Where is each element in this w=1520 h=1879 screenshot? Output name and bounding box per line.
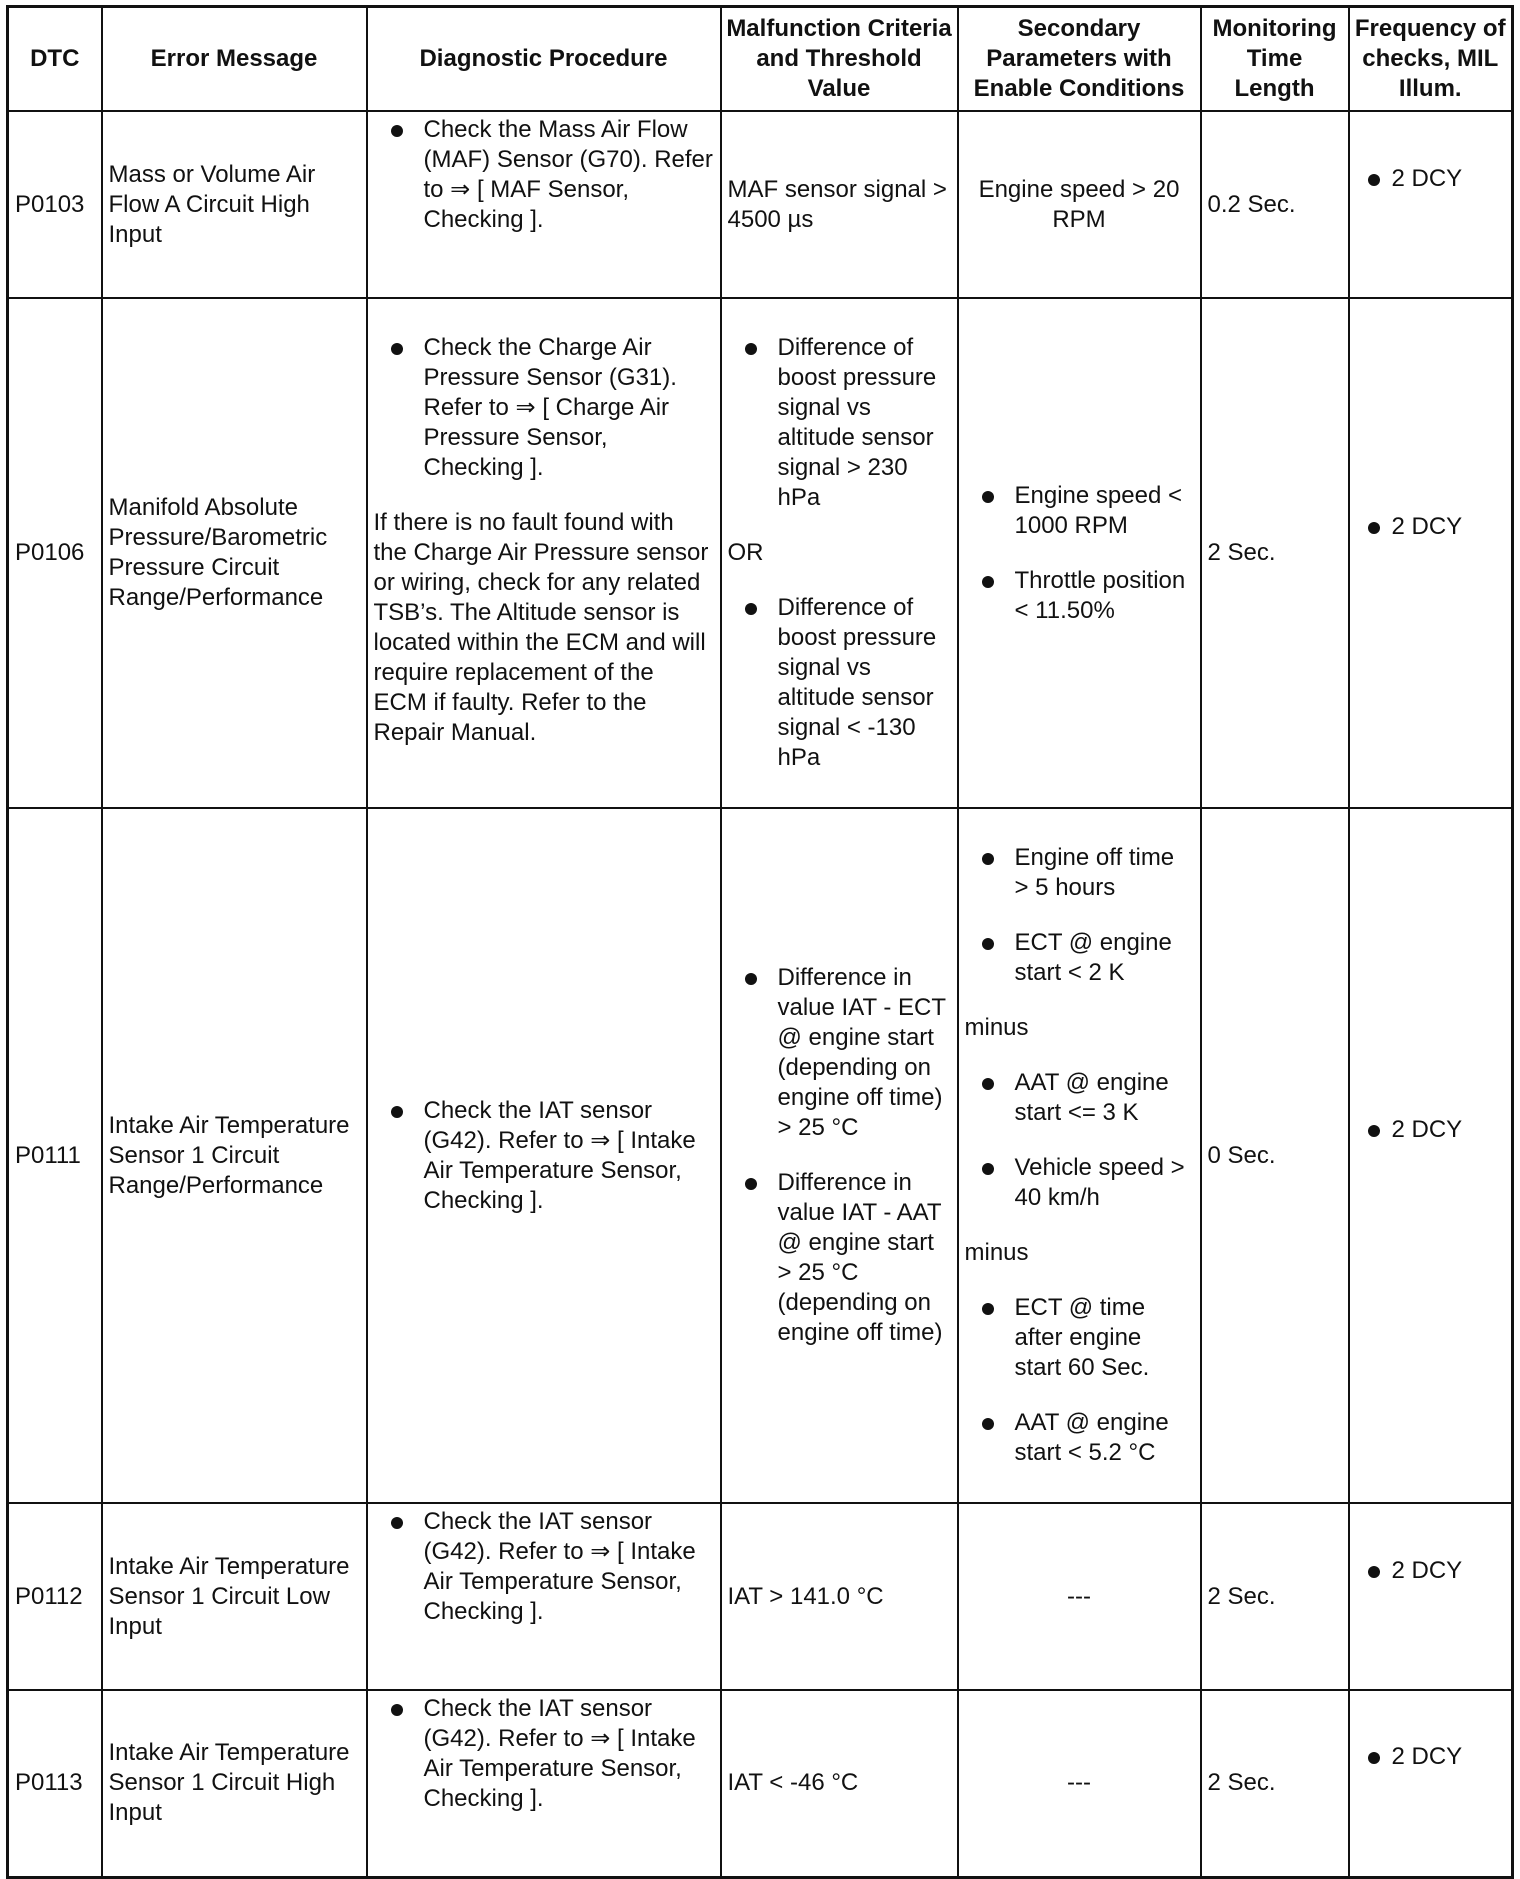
malfunction-criteria: MAF sensor signal > 4500 µs — [721, 111, 958, 298]
monitoring-time: 0.2 Sec. — [1201, 111, 1349, 298]
list-item: Vehicle speed > 40 km/h — [965, 1153, 1194, 1213]
diagnostic-procedure — [367, 1690, 721, 1877]
error-message: Intake Air Temperature Sensor 1 Circuit Range/Performance — [102, 808, 367, 1503]
table-row — [8, 111, 1513, 298]
bullet-icon — [982, 1418, 994, 1430]
error-message: Intake Air Temperature Sensor 1 Circuit Low Input — [102, 1503, 367, 1690]
bullet-icon — [745, 603, 757, 615]
procedure-list — [374, 1694, 714, 1814]
criteria-list — [728, 963, 951, 1348]
list-item: Check the IAT sensor (G42). Refer to ⇒ [ Intake Air Temperature Sensor, Checking ]. — [374, 1096, 714, 1216]
list-item: Check the IAT sensor (G42). Refer to ⇒ [ Intake Air Temperature Sensor, Checking ]. — [374, 1507, 714, 1627]
secondary-list — [965, 1293, 1194, 1468]
bullet-icon — [391, 125, 403, 137]
list-item: Check the Charge Air Pressure Sensor (G31). Refer to ⇒ [ Charge Air Pressure Sensor, Checking ]. — [374, 333, 714, 483]
list-item: Difference of boost pressure signal vs altitude sensor signal > 230 hPa — [728, 333, 951, 513]
diagnostic-procedure — [367, 298, 721, 808]
frequency-item: 2 DCY — [1356, 1556, 1463, 1586]
table-row — [8, 808, 1513, 1503]
bullet-icon — [745, 973, 757, 985]
criteria-or: OR — [727, 539, 764, 566]
bullet-icon — [745, 1178, 757, 1190]
frequency-item: 2 DCY — [1356, 512, 1463, 542]
list-item: Engine speed < 1000 RPM — [965, 481, 1194, 541]
bullet-icon — [391, 343, 403, 355]
secondary-minus: minus — [964, 1014, 1029, 1041]
bullet-icon — [982, 576, 994, 588]
list-item: AAT @ engine start <= 3 K — [965, 1068, 1194, 1128]
list-item: Difference of boost pressure signal vs altitude sensor signal < -130 hPa — [728, 593, 951, 773]
bullet-icon — [982, 1078, 994, 1090]
secondary-parameters: --- — [958, 1503, 1201, 1690]
list-item: ECT @ engine start < 2 K — [965, 928, 1194, 988]
frequency — [1349, 111, 1513, 298]
table-row — [8, 298, 1513, 808]
header-diagnostic-procedure: Diagnostic Procedure — [367, 7, 721, 112]
list-item: Throttle position < 11.50% — [965, 566, 1194, 626]
bullet-icon — [1368, 1566, 1380, 1578]
procedure-note: If there is no fault found with the Charge Air Pressure sensor or wiring, check for any related TSB’s. The Altitude sensor is located within the ECM and will require replacement of the ECM if faulty. Refer to the Repair Manual. — [373, 509, 709, 746]
diagnostic-procedure — [367, 808, 721, 1503]
malfunction-criteria — [721, 808, 958, 1503]
dtc-code: P0111 — [8, 808, 102, 1503]
frequency-item: 2 DCY — [1356, 1742, 1463, 1772]
bullet-icon — [1368, 522, 1380, 534]
secondary-list — [965, 481, 1194, 626]
dtc-code: P0112 — [8, 1503, 102, 1690]
table-row — [8, 1690, 1513, 1877]
list-item: AAT @ engine start < 5.2 °C — [965, 1408, 1194, 1468]
procedure-list — [374, 1507, 714, 1627]
header-error-message: Error Message — [102, 7, 367, 112]
secondary-list — [965, 1068, 1194, 1213]
bullet-icon — [391, 1704, 403, 1716]
bullet-icon — [982, 491, 994, 503]
frequency — [1349, 1690, 1513, 1877]
secondary-list — [965, 843, 1194, 988]
list-item: Check the Mass Air Flow (MAF) Sensor (G70). Refer to ⇒ [ MAF Sensor, Checking ]. — [374, 115, 714, 235]
header-frequency: Frequency of checks, MIL Illum. — [1349, 7, 1513, 112]
list-item: ECT @ time after engine start 60 Sec. — [965, 1293, 1194, 1383]
error-message: Mass or Volume Air Flow A Circuit High Input — [102, 111, 367, 298]
secondary-parameters: Engine speed > 20 RPM — [958, 111, 1201, 298]
header-row — [8, 7, 1513, 112]
bullet-icon — [982, 853, 994, 865]
diagnostic-procedure — [367, 1503, 721, 1690]
bullet-icon — [391, 1517, 403, 1529]
criteria-list — [728, 333, 951, 513]
list-item: Difference in value IAT - AAT @ engine start > 25 °C (depending on engine off time) — [728, 1168, 951, 1348]
table-row — [8, 1503, 1513, 1690]
malfunction-criteria: IAT < -46 °C — [721, 1690, 958, 1877]
procedure-list — [374, 115, 714, 235]
bullet-icon — [982, 938, 994, 950]
dtc-code: P0106 — [8, 298, 102, 808]
error-message: Manifold Absolute Pressure/Barometric Pressure Circuit Range/Performance — [102, 298, 367, 808]
bullet-icon — [745, 343, 757, 355]
dtc-code: P0103 — [8, 111, 102, 298]
secondary-minus: minus — [964, 1239, 1029, 1266]
document-page — [6, 5, 1514, 1879]
header-secondary-parameters: Secondary Parameters with Enable Conditions — [958, 7, 1201, 112]
malfunction-criteria — [721, 298, 958, 808]
bullet-icon — [1368, 1752, 1380, 1764]
dtc-code: P0113 — [8, 1690, 102, 1877]
bullet-icon — [1368, 174, 1380, 186]
frequency-item: 2 DCY — [1356, 1115, 1463, 1145]
list-item: Engine off time > 5 hours — [965, 843, 1194, 903]
header-dtc: DTC — [8, 7, 102, 112]
secondary-parameters: --- — [958, 1690, 1201, 1877]
malfunction-criteria: IAT > 141.0 °C — [721, 1503, 958, 1690]
list-item: Check the IAT sensor (G42). Refer to ⇒ [ Intake Air Temperature Sensor, Checking ]. — [374, 1694, 714, 1814]
procedure-list — [374, 1096, 714, 1216]
frequency — [1349, 1503, 1513, 1690]
frequency — [1349, 808, 1513, 1503]
error-message: Intake Air Temperature Sensor 1 Circuit High Input — [102, 1690, 367, 1877]
secondary-parameters — [958, 808, 1201, 1503]
bullet-icon — [391, 1106, 403, 1118]
list-item: Difference in value IAT - ECT @ engine start (depending on engine off time) > 25 °C — [728, 963, 951, 1143]
monitoring-time: 0 Sec. — [1201, 808, 1349, 1503]
bullet-icon — [1368, 1125, 1380, 1137]
secondary-parameters — [958, 298, 1201, 808]
procedure-list — [374, 333, 714, 483]
frequency-item: 2 DCY — [1356, 164, 1463, 194]
header-monitoring-time: Monitoring Time Length — [1201, 7, 1349, 112]
monitoring-time: 2 Sec. — [1201, 298, 1349, 808]
monitoring-time: 2 Sec. — [1201, 1690, 1349, 1877]
dtc-table — [6, 5, 1514, 1879]
bullet-icon — [982, 1303, 994, 1315]
frequency — [1349, 298, 1513, 808]
diagnostic-procedure — [367, 111, 721, 298]
criteria-list — [728, 593, 951, 773]
header-malfunction-criteria: Malfunction Criteria and Threshold Value — [721, 7, 958, 112]
monitoring-time: 2 Sec. — [1201, 1503, 1349, 1690]
bullet-icon — [982, 1163, 994, 1175]
